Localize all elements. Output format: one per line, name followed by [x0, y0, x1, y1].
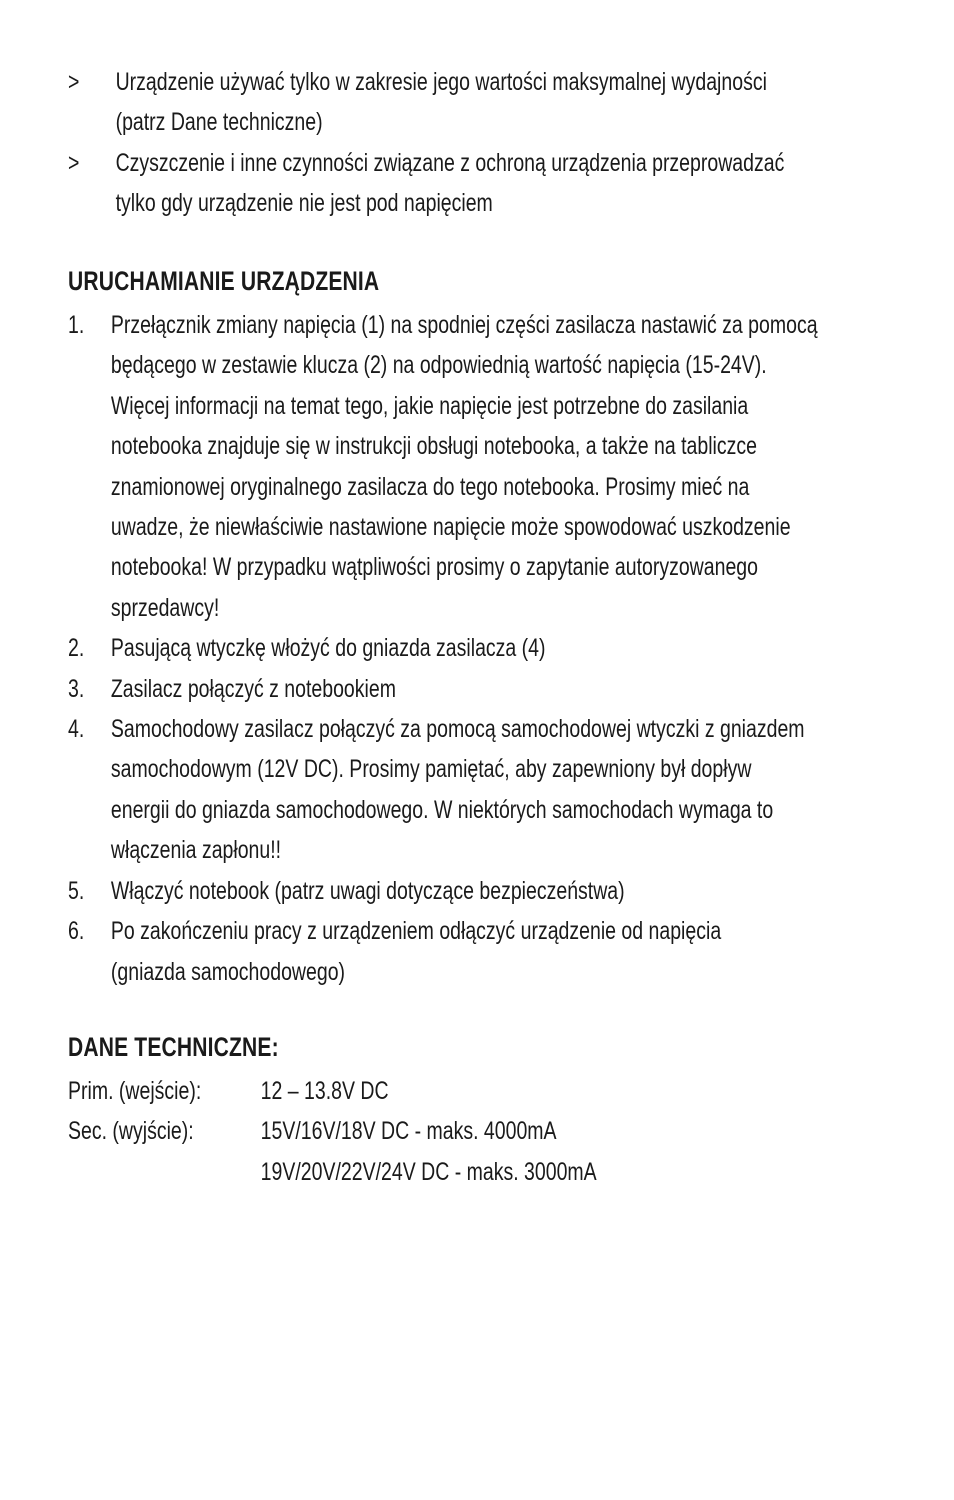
step-number: 2.	[68, 634, 85, 663]
step-number: 1.	[68, 311, 85, 339]
tech-row	[68, 1071, 597, 1111]
step-item	[68, 628, 818, 668]
step-item	[68, 305, 818, 628]
bullet-line: Czyszczenie i inne czynności związane z ochroną urządzenia przeprowadzać	[115, 148, 785, 177]
step-line: Przełącznik zmiany napięcia (1) na spodniej części zasilacza nastawić za pomocą	[110, 311, 818, 339]
step-line: Więcej informacji na temat tego, jakie napięcie jest potrzebne do zasilania	[110, 391, 749, 420]
step-number: 5.	[68, 876, 85, 905]
tech-value: 12 – 13.8V DC	[260, 1077, 389, 1105]
tech-row	[68, 1111, 597, 1151]
step-number: 3.	[68, 674, 85, 703]
bullet-marker: >	[68, 68, 80, 96]
bullet-text	[116, 62, 767, 143]
step-item	[68, 669, 818, 709]
startup-steps-list	[68, 305, 818, 992]
step-text	[111, 628, 546, 668]
bullet-text	[116, 143, 785, 224]
step-item	[68, 709, 818, 871]
bullet-line: Urządzenie używać tylko w zakresie jego wartości maksymalnej wydajności	[115, 68, 767, 96]
step-number: 4.	[68, 715, 85, 744]
step-line: Włączyć notebook (patrz uwagi dotyczące bezpieczeństwa)	[110, 876, 625, 905]
step-text	[111, 305, 818, 628]
section-heading-tech: DANE TECHNICZNE:	[68, 1032, 279, 1062]
bullet-line: tylko gdy urządzenie nie jest pod napięciem	[115, 189, 493, 218]
tech-label: Prim. (wejście):	[68, 1077, 202, 1105]
tech-row	[68, 1152, 597, 1192]
tech-label: Sec. (wyjście):	[68, 1117, 194, 1146]
step-line: sprzedawcy!	[110, 593, 220, 622]
step-text	[111, 669, 396, 709]
step-line: (gniazda samochodowego)	[110, 957, 346, 986]
tech-data-table	[68, 1071, 597, 1192]
step-number: 6.	[68, 917, 85, 946]
step-line: będącego w zestawie klucza (2) na odpowiednią wartość napięcia (15-24V).	[110, 351, 767, 380]
step-line: notebooka znajduje się w instrukcji obsługi notebooka, a także na tabliczce	[110, 432, 757, 461]
step-line: samochodowym (12V DC). Prosimy pamiętać, aby zapewniony był dopływ	[110, 755, 752, 784]
step-line: uwadze, że niewłaściwie nastawione napięcie może spowodować uszkodzenie	[110, 513, 791, 542]
bullet-line: (patrz Dane techniczne)	[115, 108, 323, 137]
step-line: energii do gniazda samochodowego. W niektórych samochodach wymaga to	[110, 795, 774, 824]
step-text	[111, 871, 625, 911]
step-line: notebooka! W przypadku wątpliwości prosimy o zapytanie autoryzowanego	[110, 553, 758, 582]
section-heading-start: URUCHAMIANIE URZĄDZENIA	[68, 266, 380, 296]
bullet-marker: >	[68, 148, 80, 177]
step-item	[68, 911, 818, 992]
step-line: znamionowej oryginalnego zasilacza do tego notebooka. Prosimy mieć na	[110, 472, 750, 501]
step-item	[68, 871, 818, 911]
bullet-item	[68, 62, 784, 143]
tech-value: 15V/16V/18V DC - maks. 4000mA	[260, 1117, 557, 1146]
step-line: Pasującą wtyczkę włożyć do gniazda zasilacza (4)	[110, 634, 546, 663]
step-text	[111, 709, 805, 871]
step-text	[111, 911, 721, 992]
step-line: Zasilacz połączyć z notebookiem	[110, 674, 396, 703]
tech-label	[68, 1152, 261, 1192]
tech-value: 19V/20V/22V/24V DC - maks. 3000mA	[260, 1157, 597, 1186]
safety-bullet-list	[68, 62, 784, 224]
step-line: włączenia zapłonu!!	[110, 836, 282, 865]
step-line: Po zakończeniu pracy z urządzeniem odłączyć urządzenie od napięcia	[110, 917, 722, 946]
bullet-item	[68, 143, 784, 224]
step-line: Samochodowy zasilacz połączyć za pomocą samochodowej wtyczki z gniazdem	[110, 715, 805, 744]
